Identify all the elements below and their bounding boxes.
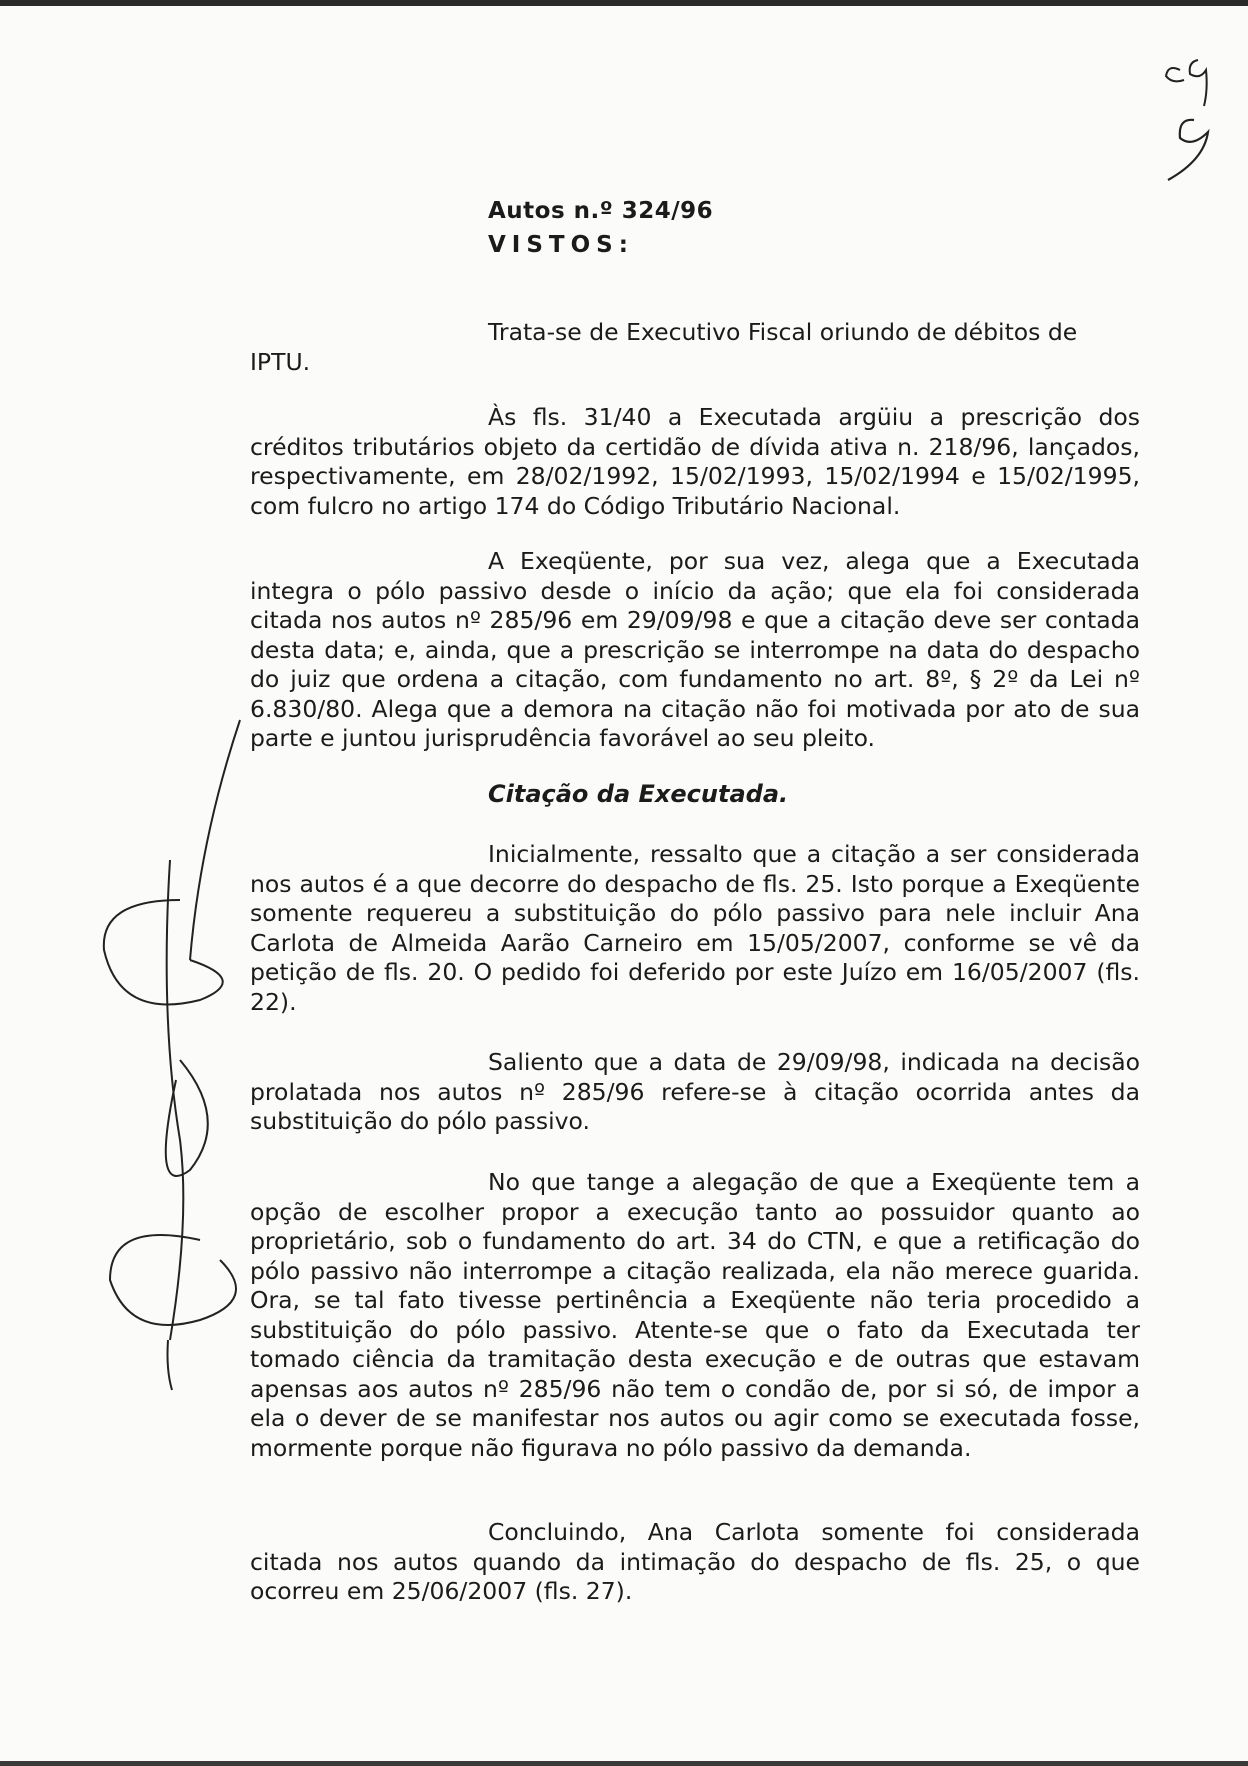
section-subheading: Citação da Executada. [488,780,789,808]
handwritten-signature [80,700,280,1400]
vistos-heading: VISTOS: [488,232,634,258]
scan-bottom-edge [0,1761,1248,1766]
paragraph-3: A Exeqüente, por sua vez, alega que a Executada integra o pólo passivo desde o início da ação; que ela foi considerada citada nos autos nº 285/96 em 29/09/98 e que a citação deve ser contada desta data; e, ainda, que a prescrição se interrompe na data do despacho do juiz que ordena a citação, com fundamento no art. 8º, § 2º da Lei nº 6.830/80. Alega que a demora na citação não foi motivada por ato de sua parte e juntou jurisprudência favorável ao seu pleito. [250,547,1140,752]
scan-top-edge [0,0,1248,6]
paragraph-6: No que tange a alegação de que a Exeqüente tem a opção de escolher propor a execução tanto ao possuidor quanto ao proprietário, sob o fundamento do art. 34 do CTN, e que a retificação do pólo passivo não interrompe a citação realizada, ela não merece guarida. Ora, se tal fato tivesse pertinência a Exeqüente não teria procedido a substituição do pólo passivo. Atente-se que o fato da Executada ter tomado ciência da tramitação desta execução e de outras que estavam apensas aos autos nº 285/96 não tem o condão de, por si só, de impor a ela o dever de se manifestar nos autos ou agir como se executada fosse, mormente porque não figurava no pólo passivo da demanda. [250,1168,1140,1462]
paragraph-7: Concluindo, Ana Carlota somente foi considerada citada nos autos quando da intimação do despacho de fls. 25, o que ocorreu em 25/06/2007 (fls. 27). [250,1518,1140,1605]
handwritten-folio-number [1150,40,1240,190]
paragraph-4: Inicialmente, ressalto que a citação a ser considerada nos autos é a que decorre do despacho de fls. 25. Isto porque a Exeqüente somente requereu a substituição do pólo passivo para nele incluir Ana Carlota de Almeida Aarão Carneiro em 15/05/2007, conforme se vê da petição de fls. 20. O pedido foi deferido por este Juízo em 16/05/2007 (fls. 22). [250,840,1140,1016]
paragraph-2: Às fls. 31/40 a Executada argüiu a prescrição dos créditos tributários objeto da certidão de dívida ativa n. 218/96, lançados, respectivamente, em 28/02/1992, 15/02/1993, 15/02/1994 e 15/02/1995, com fulcro no artigo 174 do Código Tributário Nacional. [250,403,1140,520]
case-number: Autos n.º 324/96 [488,198,714,224]
paragraph-1-line-1: Trata-se de Executivo Fiscal oriundo de débitos de [488,318,1078,346]
paragraph-5: Saliento que a data de 29/09/98, indicada na decisão prolatada nos autos nº 285/96 refere-se à citação ocorrida antes da substituição do pólo passivo. [250,1048,1140,1135]
paragraph-1-line-2: IPTU. [250,348,311,376]
